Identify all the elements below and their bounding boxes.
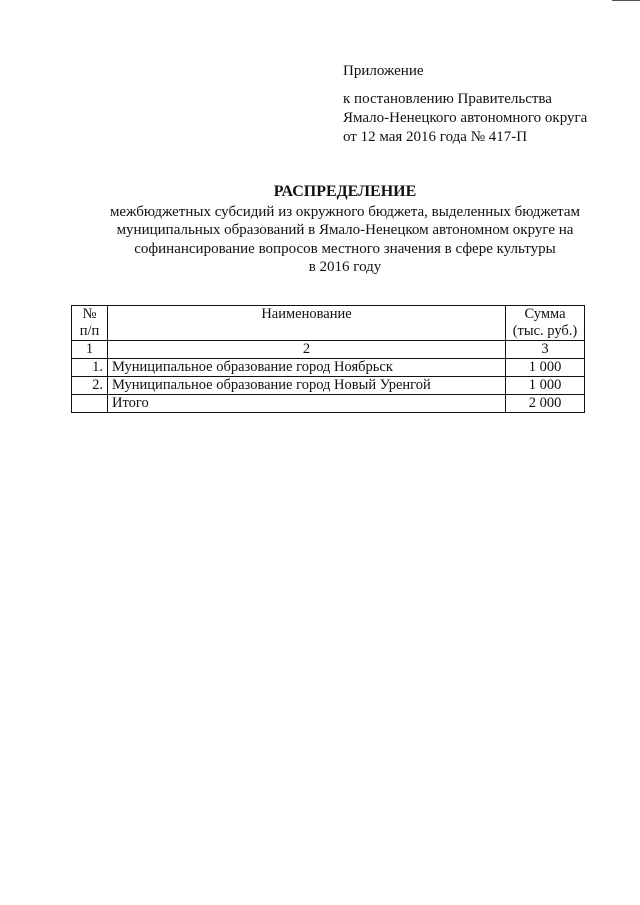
subtitle-line: софинансирование вопросов местного значения в сфере культуры xyxy=(134,240,556,257)
appendix-line: к постановлению Правительства xyxy=(343,91,552,107)
total-row xyxy=(72,395,585,413)
total-number xyxy=(72,395,108,413)
row-number: 2. xyxy=(72,377,108,395)
column-number-row xyxy=(72,341,585,359)
document-heading xyxy=(60,183,630,277)
header-sum-line: (тыс. руб.) xyxy=(512,323,578,339)
header-number-line: п/п xyxy=(79,323,100,339)
header-name: Наименование xyxy=(108,306,506,341)
table-header-row xyxy=(72,306,585,341)
row-name: Муниципальное образование город Ноябрьск xyxy=(108,359,506,377)
table-row xyxy=(72,377,585,395)
subtitle-line: в 2016 году xyxy=(308,259,382,275)
subtitle-line: муниципальных образований в Ямало-Ненецком автономном округе на xyxy=(116,222,574,238)
header-number-line: № xyxy=(82,306,97,322)
appendix-line: Ямало-Ненецкого автономного округа xyxy=(343,110,588,126)
total-label: Итого xyxy=(108,395,506,413)
column-number: 1 xyxy=(72,341,108,359)
appendix-block xyxy=(343,62,633,147)
header-number xyxy=(72,306,108,341)
distribution-table xyxy=(71,305,585,413)
row-number: 1. xyxy=(72,359,108,377)
appendix-line: от 12 мая 2016 года № 417-П xyxy=(343,129,528,145)
row-sum: 1 000 xyxy=(506,359,585,377)
total-sum: 2 000 xyxy=(506,395,585,413)
row-name: Муниципальное образование город Новый Уренгой xyxy=(108,377,506,395)
subtitle-line: межбюджетных субсидий из окружного бюджета, выделенных бюджетам xyxy=(109,203,581,220)
header-sum-line: Сумма xyxy=(524,306,566,322)
appendix-title: Приложение xyxy=(343,63,424,79)
table-row xyxy=(72,359,585,377)
column-number: 2 xyxy=(108,341,506,359)
row-sum: 1 000 xyxy=(506,377,585,395)
header-sum xyxy=(506,306,585,341)
column-number: 3 xyxy=(506,341,585,359)
page-corner-mark xyxy=(612,0,640,4)
document-title: РАСПРЕДЕЛЕНИЕ xyxy=(273,183,417,200)
